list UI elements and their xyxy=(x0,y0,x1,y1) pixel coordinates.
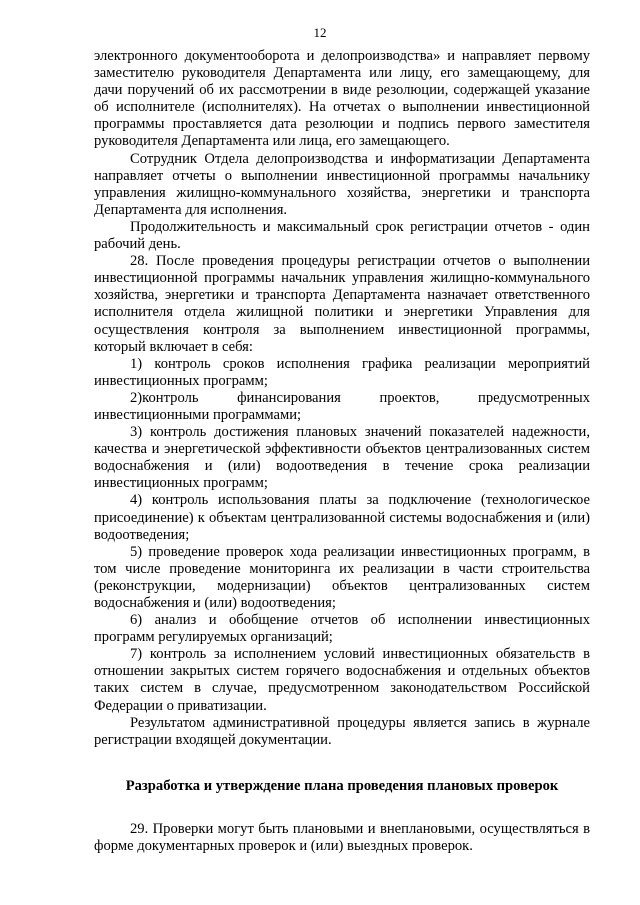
list-item-6: 6) анализ и обобщение отчетов об исполнении инвестиционных программ регулируемых организаций; xyxy=(94,612,590,646)
list-item-3: 3) контроль достижения плановых значений показателей надежности, качества и энергетической эффективности объектов централизованных систем водоснабжения и (или) водоотведения в течение срока реализации инвестиционных программ; xyxy=(94,424,590,492)
paragraph: Продолжительность и максимальный срок регистрации отчетов - один рабочий день. xyxy=(94,218,590,253)
page-number: 12 xyxy=(313,25,327,40)
paragraph-continuation: электронного документооборота и делопроизводства» и направляет первому заместителю руководителя Департамента или лицу, его замещающему, для дачи поручений об их рассмотрении в виде резолюции, содержащей указание об исполнителе (исполнителях). На отчетах о выполнении инвестиционной программы проставляется дата резолюции и подпись первого заместителя руководителя Департамента или лица, его замещающего. xyxy=(94,48,590,150)
list-item-1: 1) контроль сроков исполнения графика реализации мероприятий инвестиционных программ; xyxy=(94,355,590,389)
list-item-5: 5) проведение проверок хода реализации инвестиционных программ, в том числе проведение мониторинга их реализации в части строительства (реконструкции, модернизации) объектов централизованных систем водоснабжения и (или) водоотведения; xyxy=(94,543,590,611)
section-heading: Разработка и утверждение плана проведения плановых проверок xyxy=(125,777,559,794)
document-body xyxy=(94,48,590,855)
paragraph: Сотрудник Отдела делопроизводства и информатизации Департамента направляет отчеты о выполнении инвестиционной программы начальнику управления жилищно-коммунального хозяйства, энергетики и транспорта Департамента для исполнения. xyxy=(94,150,590,218)
paragraph-item-29: 29. Проверки могут быть плановыми и внеплановыми, осуществляться в форме документарных проверок и (или) выездных проверок. xyxy=(94,820,590,855)
list-item-7: 7) контроль за исполнением условий инвестиционных обязательств в отношении закрытых систем горячего водоснабжения и отдельных объектов таких систем в случае, предусмотренном законодательством Российской Федерации о приватизации. xyxy=(94,646,590,714)
list-item-4: 4) контроль использования платы за подключение (технологическое присоединение) к объектам централизованной системы водоснабжения и (или) водоотведения; xyxy=(94,492,590,543)
list-item-2: 2)контроль финансирования проектов, предусмотренных инвестиционными программами; xyxy=(94,389,590,423)
paragraph-item-28: 28. После проведения процедуры регистрации отчетов о выполнении инвестиционной программы начальник управления жилищно-коммунального хозяйства, энергетики и транспорта Департамента назначает ответственного исполнителя отдела жилищной политики и энергетики Управления для осуществления контроля за выполнением инвестиционной программы, который включает в себя: xyxy=(94,253,590,355)
paragraph-result: Результатом административной процедуры является запись в журнале регистрации входящей документации. xyxy=(94,714,590,748)
